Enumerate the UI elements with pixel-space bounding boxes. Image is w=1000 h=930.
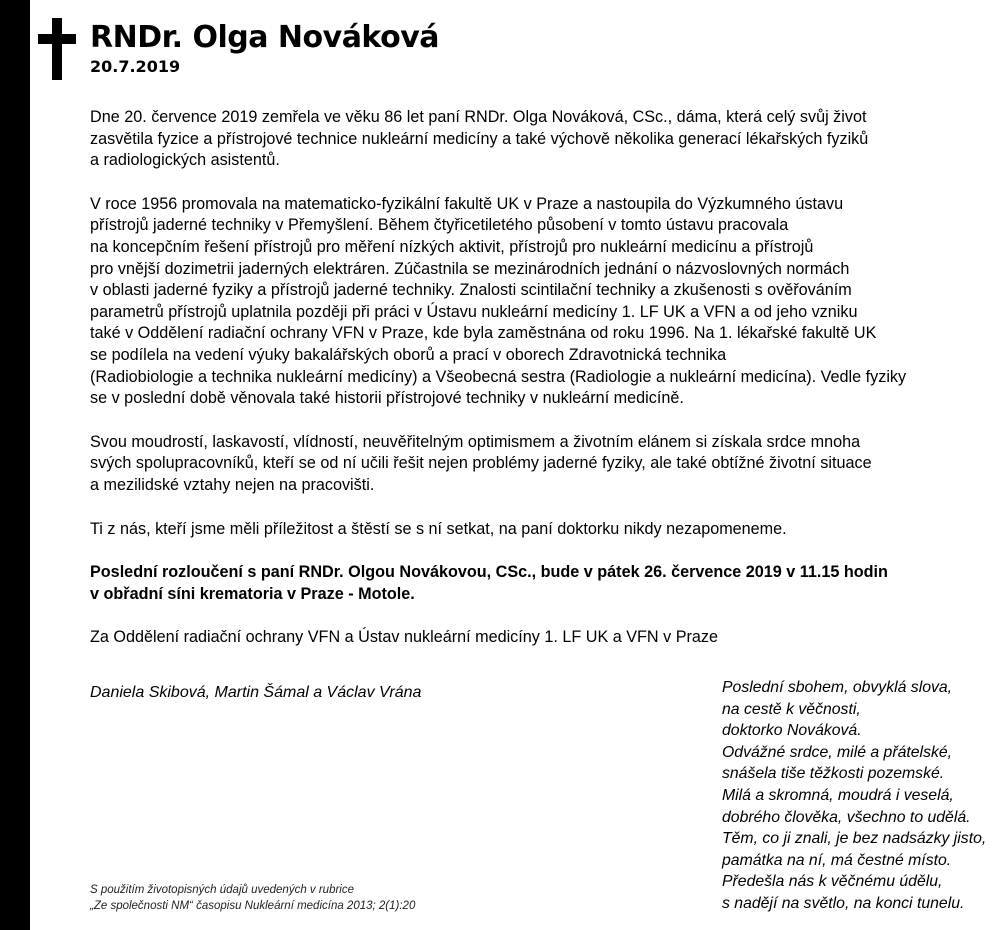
poem-line: snášela tiše těžkosti pozemské. <box>722 765 945 783</box>
poem-line: Těm, co ji znali, je bez nadsázky jisto, <box>722 830 987 848</box>
death-date: 20.7.2019 <box>90 57 181 76</box>
text-line: Poslední rozloučení s paní RNDr. Olgou Novákovou, CSc., bude v pátek 26. července 2019 v 11.15 hodin <box>90 563 888 582</box>
text-line: svých spolupracovníků, kteří se od ní učili řešit nejen problémy jaderné fyziky, ale také obtížné životní situace <box>90 454 872 473</box>
source-line: „Ze společnosti NM“ časopisu Nukleární medicína 2013; 2(1):20 <box>90 900 416 912</box>
text-line: Svou moudrostí, laskavostí, vlídností, neuvěřitelným optimismem a životním elánem si získala srdce mnoha <box>90 432 861 451</box>
poem-line: dobrého člověka, všechno to udělá. <box>722 808 971 826</box>
poem-line: památka na ní, má čestné místo. <box>722 851 952 869</box>
paragraph-intro <box>90 107 970 172</box>
text-line: parametrů přístrojů uplatnila později při práci v Ústavu nukleární medicíny 1. LF UK a VFN a od jeho vzniku <box>90 302 858 321</box>
black-side-bar <box>0 0 30 930</box>
deceased-name: RNDr. Olga Nováková <box>90 20 439 55</box>
paragraph-career <box>90 194 970 410</box>
text-line: se v poslední době věnovala také historii přístrojové techniky v nukleární medicíně. <box>90 389 684 408</box>
memorial-poem <box>722 677 986 915</box>
text-line: se podílela na vedení výuky bakalářských oborů a prací v oborech Zdravotnická technika <box>90 345 727 364</box>
text-line: přístrojů jaderné techniky v Přemyšlení. Během čtyřicetiletého působení v tomto ústavu pracovala <box>90 216 789 235</box>
text-line: zasvětila fyzice a přístrojové technice nukleární medicíny a také výchově několika generací lékařských fyziků <box>90 129 869 148</box>
text-line: V roce 1956 promovala na matematicko-fyzikální fakultě UK v Praze a nastoupila do Výzkumného ústavu <box>90 194 844 213</box>
text-line: pro vnější dozimetrii jaderných elektráren. Zúčastnila se mezinárodních jednání o názvoslovných normách <box>90 259 850 278</box>
poem-line: Odvážné srdce, milé a přátelské, <box>722 743 953 761</box>
text-line: (Radiobiologie a technika nukleární medicíny) a Všeobecná sestra (Radiologie a nukleární medicína). Vedle fyziky <box>90 367 907 386</box>
text-line: také v Oddělení radiační ochrany VFN v Praze, kde byla zaměstnána od roku 1996. Na 1. lékařské fakultě UK <box>90 324 877 343</box>
funeral-announcement <box>90 562 970 605</box>
source-note <box>90 882 415 914</box>
poem-line: s nadějí na světlo, na konci tunelu. <box>722 894 965 912</box>
text-line: Dne 20. července 2019 zemřela ve věku 86 let paní RNDr. Olga Nováková, CSc., dáma, která celý svůj život <box>90 108 867 126</box>
paragraph-character <box>90 432 970 497</box>
text-line: a radiologických asistentů. <box>90 151 280 170</box>
poem-line: doktorko Nováková. <box>722 722 862 740</box>
text-line: v obřadní síni krematoria v Praze - Motole. <box>90 584 415 603</box>
cross-icon <box>38 18 76 80</box>
departments-line <box>90 627 970 649</box>
poem-line: Předešla nás k věčnému údělu, <box>722 873 943 891</box>
poem-line: na cestě k věčnosti, <box>722 700 861 718</box>
obituary-body <box>90 107 970 671</box>
text-line: na koncepčním řešení přístrojů pro měření nízkých aktivit, přístrojů pro nukleární medicínu a přístrojů <box>90 237 814 256</box>
text-line: Za Oddělení radiační ochrany VFN a Ústav nukleární medicíny 1. LF UK a VFN v Praze <box>90 628 718 647</box>
signers: Daniela Skibová, Martin Šámal a Václav Vrána <box>90 684 422 701</box>
text-line: v oblasti jaderné fyziky a přístrojů jaderné techniky. Znalosti scintilační techniky a zkušenosti s ověřováním <box>90 281 852 300</box>
poem-line: Poslední sbohem, obvyklá slova, <box>722 679 953 696</box>
text-line: Ti z nás, kteří jsme měli příležitost a štěstí se s ní setkat, na paní doktorku nikdy nezapomeneme. <box>90 519 787 538</box>
source-line: S použitím životopisných údajů uvedených v rubrice <box>90 884 355 896</box>
poem-line: Milá a skromná, moudrá i veselá, <box>722 786 954 804</box>
paragraph-remembrance <box>90 519 970 541</box>
text-line: a mezilidské vztahy nejen na pracovišti. <box>90 475 375 494</box>
